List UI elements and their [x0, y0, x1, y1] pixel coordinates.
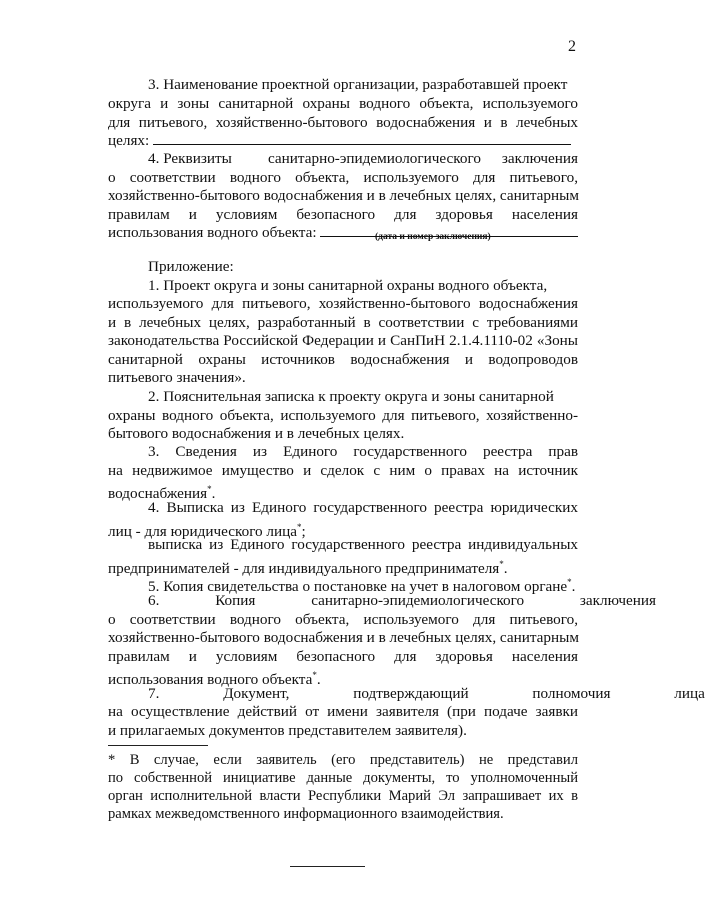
semicolon: ; [301, 523, 306, 541]
appendix-i1-line3: и в лечебных целях, разработанный в соответствии с требованиями [108, 314, 578, 331]
appendix-i4b-line1: выписка из Единого государственного реестра индивидуальных [148, 536, 578, 553]
item4-line2: о соответствии водного объекта, используемого для питьевого, [108, 169, 578, 186]
period: . [316, 671, 321, 689]
item4-line1-b: санитарно-эпидемиологического [268, 150, 481, 167]
item4-line3: хозяйственно-бытового водоснабжения и в лечебных целях, санитарным [108, 187, 579, 204]
appendix-i1-line5: санитарной охраны источников водоснабжения и водопроводов [108, 351, 578, 368]
footnote-marker: * [207, 484, 212, 494]
appendix-i1-line4: законодательства Российской Федерации и СанПиН 2.1.4.1110-02 «Зоны [108, 332, 578, 349]
appendix-i4-line2-text: лиц - для юридического лица [108, 523, 298, 541]
appendix-i2-line1: 2. Пояснительная записка к проекту округа и зоны санитарной [148, 388, 554, 405]
conclusion-hint: (дата и номер заключения) [375, 232, 491, 242]
period: . [211, 485, 216, 503]
footnote-marker: * [499, 559, 504, 569]
appendix-i7-line3: и прилагаемых документов представителем заявителя). [108, 722, 467, 739]
appendix-i3-line1: 3. Сведения из Единого государственного реестра прав [148, 443, 578, 460]
period: . [571, 578, 576, 596]
appendix-i4-line1: 4. Выписка из Единого государственного реестра юридических [148, 499, 578, 516]
appendix-i3-line3-text: водоснабжения [108, 485, 208, 503]
appendix-i7-line1 [148, 685, 705, 703]
appendix-i4b-line2-text: предпринимателей - для индивидуального предпринимателя [108, 560, 500, 578]
appendix-i1-line1: 1. Проект округа и зоны санитарной охраны водного объекта, [148, 277, 548, 294]
appendix-i7-line2: на осуществление действий от имени заявителя (при подаче заявки [108, 703, 578, 720]
item3-line3: для питьевого, хозяйственно-бытового водоснабжения и в лечебных [108, 114, 578, 131]
item3-line4 [108, 132, 578, 150]
item3-line2: округа и зоны санитарной охраны водного объекта, используемого [108, 95, 578, 112]
appendix-i2-line2: охраны водного объекта, используемого для питьевого, хозяйственно- [108, 407, 578, 424]
appendix-i6-line1 [148, 592, 656, 610]
appendix-i2-line3: бытового водоснабжения и в лечебных целях. [108, 425, 405, 442]
appendix-i5-text: 5. Копия свидетельства о постановке на учет в налоговом органе [148, 578, 568, 596]
item4-line1-a: 4. Реквизиты [148, 150, 232, 167]
footnote-line4: рамках межведомственного информационного взаимодействия. [108, 806, 504, 822]
item3-line4-text: целях: [108, 132, 150, 149]
appendix-i6-line3: хозяйственно-бытового водоснабжения и в лечебных целях, санитарным [108, 629, 579, 646]
footnote-marker: * [312, 670, 317, 680]
period: . [503, 560, 508, 578]
appendix-i1-line6: питьевого значения». [108, 369, 246, 386]
appendix-i6-line4: правилам и условиям безопасного для здоровья населения [108, 648, 578, 665]
item4-line4: правилам и условиям безопасного для здоровья населения [108, 206, 578, 223]
page-number: 2 [568, 38, 576, 55]
item4-line1 [148, 150, 578, 168]
footnote-line3: орган исполнительной власти Республики Марий Эл запрашивает их в [108, 788, 578, 804]
item4-line5-text: использования водного объекта: [108, 224, 317, 241]
appendix-i3-line2: на недвижимое имущество и сделок с ним о правах на источник [108, 462, 578, 479]
footnote-line1: * В случае, если заявитель (его представитель) не представил [108, 752, 578, 768]
footnote-marker: * [297, 522, 302, 532]
organization-blank-line [153, 132, 571, 145]
item4-line1-c: заключения [501, 150, 578, 167]
closing-line [290, 866, 365, 867]
footnote-marker: * [567, 577, 572, 587]
footnote-separator [108, 745, 208, 746]
item4-line5 [108, 224, 578, 242]
appendix-i1-line2: используемого для питьевого, хозяйственно-бытового водоснабжения [108, 295, 578, 312]
appendix-i6-line2: о соответствии водного объекта, используемого для питьевого, [108, 611, 578, 628]
appendix-title: Приложение: [148, 258, 234, 275]
appendix-i6-line5-text: использования водного объекта [108, 671, 313, 689]
item3-line1: 3. Наименование проектной организации, разработавшей проект [148, 76, 568, 93]
appendix-i7-line1-text: 7. Документ, подтверждающий полномочия лица [148, 685, 705, 702]
appendix-i6-line1-text: 6. Копия санитарно-эпидемиологического заключения [148, 592, 656, 609]
footnote-line2: по собственной инициативе данные документы, то уполномоченный [108, 770, 578, 786]
